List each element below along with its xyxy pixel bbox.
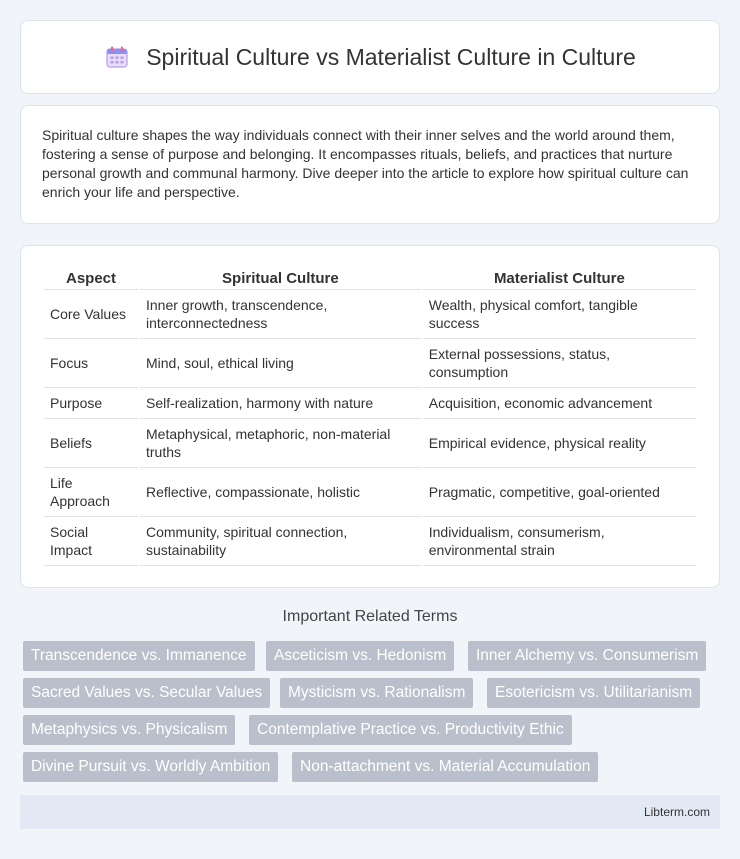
aspect-cell: Purpose (44, 388, 138, 419)
materialist-cell: Empirical evidence, physical reality (423, 419, 696, 468)
related-tag[interactable]: Inner Alchemy vs. Consumerism (468, 641, 706, 671)
table-row (44, 517, 696, 566)
header-spiritual: Spiritual Culture (140, 264, 421, 290)
aspect-cell: Core Values (44, 290, 138, 339)
intro-text: Spiritual culture shapes the way individuals connect with their inner selves and the world around them, fostering a sense of purpose and belonging. It encompasses rituals, beliefs, and practices that nurture personal growth and communal harmony. Dive deeper into the article to explore how spiritual culture can enrich your life and perspective. (42, 127, 689, 200)
spiritual-cell: Self-realization, harmony with nature (140, 388, 421, 419)
table-row (44, 290, 696, 339)
table-header-row (44, 264, 696, 290)
aspect-cell: Focus (44, 339, 138, 388)
footer (20, 795, 720, 829)
materialist-cell: Pragmatic, competitive, goal-oriented (423, 468, 696, 517)
aspect-cell: Life Approach (44, 468, 138, 517)
related-tag[interactable]: Divine Pursuit vs. Worldly Ambition (23, 752, 278, 782)
related-tag[interactable]: Contemplative Practice vs. Productivity Ethic (249, 715, 572, 745)
page-title: Spiritual Culture vs Materialist Culture in Culture (146, 43, 636, 70)
related-tag[interactable]: Metaphysics vs. Physicalism (23, 715, 235, 745)
aspect-cell: Social Impact (44, 517, 138, 566)
materialist-cell: Wealth, physical comfort, tangible success (423, 290, 696, 339)
related-tag[interactable]: Sacred Values vs. Secular Values (23, 678, 270, 708)
header-aspect: Aspect (44, 264, 138, 290)
related-tag[interactable]: Asceticism vs. Hedonism (266, 641, 454, 671)
related-tag[interactable]: Transcendence vs. Immanence (23, 641, 255, 671)
table-row (44, 419, 696, 468)
spiritual-cell: Metaphysical, metaphoric, non-material truths (140, 419, 421, 468)
title-card (20, 20, 720, 94)
materialist-cell: Individualism, consumerism, environmental strain (423, 517, 696, 566)
related-terms-title: Important Related Terms (282, 608, 458, 625)
related-tag[interactable]: Mysticism vs. Rationalism (280, 678, 473, 708)
materialist-cell: Acquisition, economic advancement (423, 388, 696, 419)
spiritual-cell: Reflective, compassionate, holistic (140, 468, 421, 517)
intro-card (20, 105, 720, 224)
page-title-wrapper (104, 44, 636, 71)
footer-brand[interactable]: Libterm.com (643, 805, 710, 819)
related-tag[interactable]: Non-attachment vs. Material Accumulation (292, 752, 598, 782)
spiritual-cell: Mind, soul, ethical living (140, 339, 421, 388)
spiritual-cell: Community, spiritual connection, sustainability (140, 517, 421, 566)
materialist-cell: External possessions, status, consumption (423, 339, 696, 388)
calendar-icon (104, 44, 130, 70)
spiritual-cell: Inner growth, transcendence, interconnectedness (140, 290, 421, 339)
comparison-table-card (20, 245, 720, 588)
related-tag[interactable]: Esotericism vs. Utilitarianism (487, 678, 700, 708)
header-materialist: Materialist Culture (423, 264, 696, 290)
comparison-table (42, 264, 698, 566)
table-row (44, 468, 696, 517)
table-row (44, 339, 696, 388)
table-row (44, 388, 696, 419)
aspect-cell: Beliefs (44, 419, 138, 468)
